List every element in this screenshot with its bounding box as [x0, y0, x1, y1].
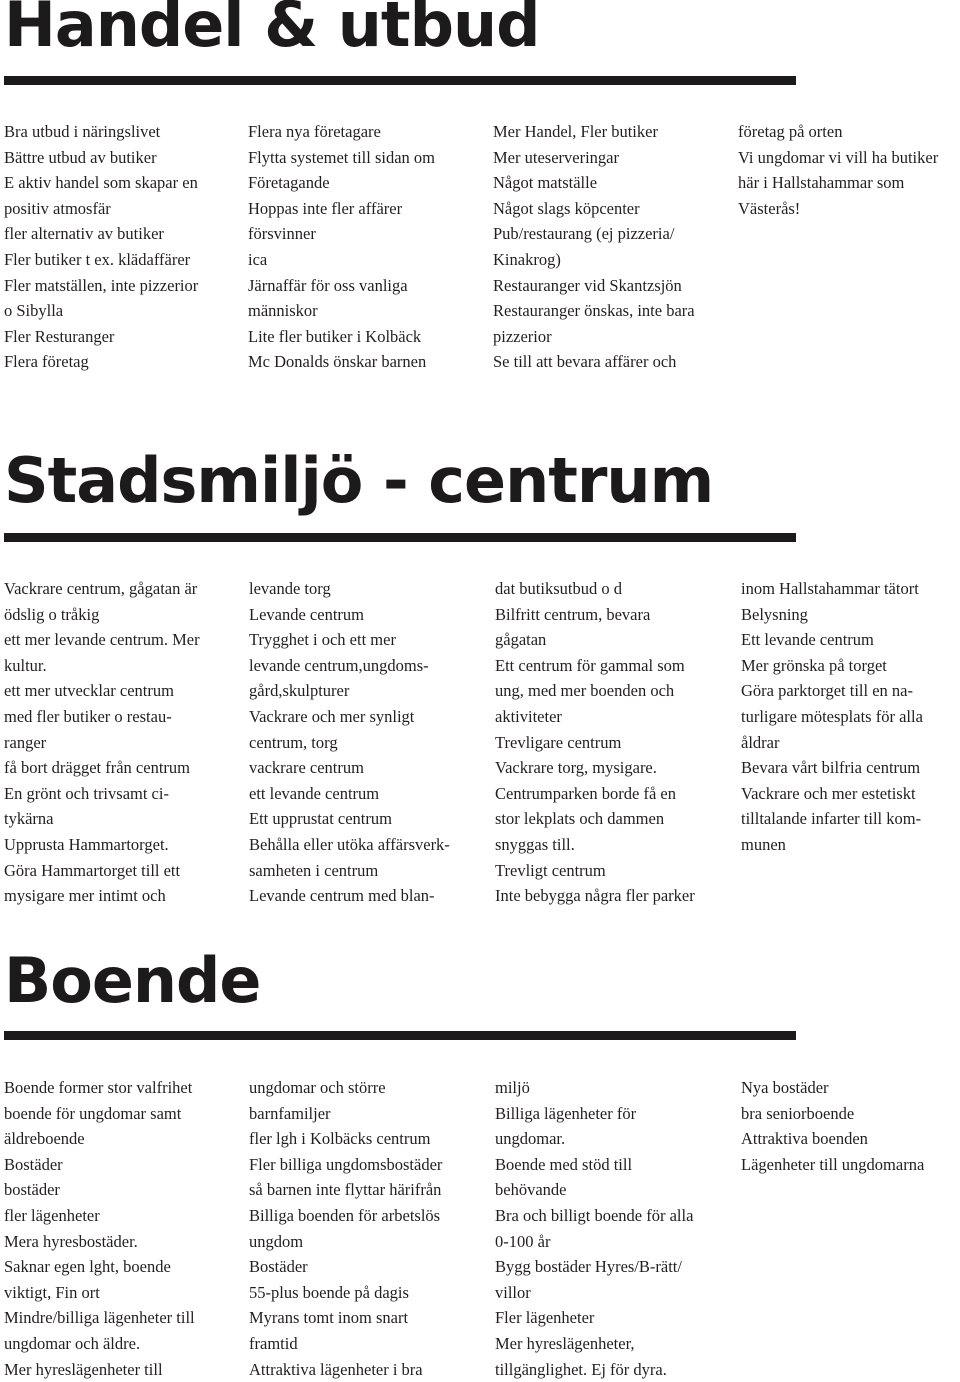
- text-line: Göra Hammartorget till ett: [4, 860, 181, 880]
- text-line: Mer hyreslägenheter till: [4, 1359, 163, 1379]
- text-column: [248, 119, 435, 375]
- text-line: Vi ungdomar vi vill ha butiker: [738, 147, 939, 167]
- text-line: 0-100 år: [495, 1231, 551, 1251]
- text-line: samheten i centrum: [249, 860, 379, 880]
- text-line: levande centrum,ungdoms-: [249, 655, 429, 675]
- text-line: Attraktiva lägenheter i bra: [249, 1359, 423, 1379]
- text-line: behövande: [495, 1180, 567, 1200]
- text-line: ungdomar och äldre.: [4, 1333, 141, 1353]
- section-divider: [4, 1031, 796, 1040]
- text-line: En grönt och trivsamt ci-: [4, 783, 169, 803]
- text-line: Bostäder: [249, 1257, 308, 1277]
- text-column: [495, 1075, 693, 1382]
- text-line: ett mer utvecklar centrum: [4, 681, 174, 701]
- text-line: Bra och billigt boende för alla: [495, 1205, 694, 1225]
- text-line: Vackrare och mer estetiskt: [741, 783, 916, 803]
- text-line: 55-plus boende på dagis: [249, 1282, 409, 1302]
- text-line: Belysning: [741, 604, 808, 624]
- text-line: o Sibylla: [4, 301, 64, 321]
- text-line: Pub/restaurang (ej pizzeria/: [493, 224, 675, 244]
- text-line: Vackrare centrum, gågatan är: [4, 579, 198, 598]
- text-line: Bygg bostäder Hyres/B-rätt/: [495, 1257, 682, 1277]
- text-line: boende för ungdomar samt: [4, 1103, 182, 1123]
- text-line: Boende former stor valfrihet: [4, 1078, 193, 1097]
- text-line: med fler butiker o restau-: [4, 706, 172, 726]
- text-column: [738, 119, 938, 221]
- text-line: tykärna: [4, 809, 54, 829]
- text-line: Billiga lägenheter för: [495, 1103, 637, 1123]
- text-line: ett mer levande centrum. Mer: [4, 630, 200, 650]
- text-line: Inte bebygga några fler parker: [495, 886, 695, 906]
- text-line: snyggas till.: [495, 834, 575, 854]
- text-line: försvinner: [248, 224, 316, 244]
- text-line: viktigt, Fin ort: [4, 1282, 100, 1302]
- text-line: Ett centrum för gammal som: [495, 655, 685, 675]
- text-line: Bra utbud i näringslivet: [4, 122, 161, 141]
- text-column: [495, 576, 695, 909]
- text-line: Trevligare centrum: [495, 732, 622, 752]
- text-line: fler alternativ av butiker: [4, 224, 164, 244]
- text-line: aktiviteter: [495, 706, 562, 726]
- text-line: här i Hallstahammar som: [738, 173, 905, 193]
- text-line: bra seniorboende: [741, 1103, 855, 1123]
- text-line: ungdomar och större: [249, 1078, 386, 1097]
- text-line: äldreboende: [4, 1129, 85, 1149]
- text-line: Mc Donalds önskar barnen: [248, 352, 427, 372]
- text-line: Hoppas inte fler affärer: [248, 198, 403, 218]
- text-line: stor lekplats och dammen: [495, 809, 665, 829]
- text-column: [4, 1075, 195, 1382]
- text-line: Mer hyreslägenheter,: [495, 1333, 635, 1353]
- text-line: Saknar egen lght, boende: [4, 1257, 171, 1277]
- text-line: Nya bostäder: [741, 1078, 829, 1097]
- text-column: [4, 119, 198, 375]
- text-line: gågatan: [495, 630, 547, 650]
- text-line: Ett levande centrum: [741, 630, 874, 650]
- text-line: företag på orten: [738, 122, 843, 141]
- text-line: positiv atmosfär: [4, 198, 111, 218]
- text-line: dat butiksutbud o d: [495, 579, 622, 598]
- text-line: få bort drägget från centrum: [4, 758, 190, 778]
- text-line: miljö: [495, 1078, 530, 1097]
- text-line: Fler matställen, inte pizzerior: [4, 275, 199, 295]
- text-line: mysigare mer intimt och: [4, 886, 166, 906]
- text-line: Fler Resturanger: [4, 326, 115, 346]
- text-line: tillgänglighet. Ej för dyra.: [495, 1359, 667, 1379]
- section-divider: [4, 76, 796, 85]
- text-line: Billiga boenden för arbetslös: [249, 1205, 441, 1225]
- text-line: Fler butiker t ex. klädaffärer: [4, 249, 191, 269]
- text-column: [741, 576, 923, 858]
- text-column: [249, 1075, 442, 1382]
- text-line: Något slags köpcenter: [493, 198, 640, 218]
- text-line: Trevligt centrum: [495, 860, 606, 880]
- text-line: Mindre/billiga lägenheter till: [4, 1308, 195, 1328]
- text-line: ungdomar.: [495, 1129, 566, 1149]
- text-line: Upprusta Hammartorget.: [4, 834, 169, 854]
- section-heading-boende: Boende: [4, 944, 261, 1017]
- text-line: Behålla eller utöka affärsverk-: [249, 834, 450, 854]
- text-line: vackrare centrum: [249, 758, 364, 778]
- text-line: ung, med mer boenden och: [495, 681, 675, 701]
- text-line: framtid: [249, 1333, 298, 1353]
- section-divider: [4, 533, 796, 542]
- text-line: Se till att bevara affärer och: [493, 352, 677, 372]
- text-line: Bättre utbud av butiker: [4, 147, 157, 167]
- text-line: Flytta systemet till sidan om: [248, 147, 435, 167]
- text-line: Fler lägenheter: [495, 1308, 595, 1328]
- text-line: Bevara vårt bilfria centrum: [741, 758, 921, 778]
- text-line: Flera företag: [4, 352, 89, 372]
- text-line: villor: [495, 1282, 531, 1302]
- text-line: centrum, torg: [249, 732, 338, 752]
- text-column: [4, 576, 200, 909]
- text-line: Västerås!: [738, 198, 801, 218]
- text-line: munen: [741, 834, 786, 854]
- text-line: så barnen inte flyttar härifrån: [249, 1180, 442, 1200]
- text-line: kultur.: [4, 655, 47, 675]
- text-line: ödslig o tråkig: [4, 604, 100, 624]
- text-line: Järnaffär för oss vanliga: [248, 275, 408, 295]
- text-line: inom Hallstahammar tätort: [741, 579, 919, 598]
- text-column: [741, 1075, 924, 1177]
- text-line: pizzerior: [493, 326, 552, 346]
- text-line: Restauranger önskas, inte bara: [493, 301, 695, 321]
- text-line: Lägenheter till ungdomarna: [741, 1154, 925, 1174]
- text-line: Mera hyresbostäder.: [4, 1231, 138, 1251]
- text-line: Bostäder: [4, 1154, 63, 1174]
- text-line: Företagande: [248, 173, 330, 193]
- text-line: Något matställe: [493, 173, 598, 193]
- text-line: Lite fler butiker i Kolbäck: [248, 326, 422, 346]
- text-line: ett levande centrum: [249, 783, 380, 803]
- text-line: turligare mötesplats för alla: [741, 706, 923, 726]
- section-heading-stadsmiljo: Stadsmiljö - centrum: [4, 444, 714, 517]
- text-line: Ett upprustat centrum: [249, 809, 392, 829]
- section-heading-handel: Handel & utbud: [4, 0, 540, 61]
- text-line: levande torg: [249, 579, 331, 598]
- text-line: Myrans tomt inom snart: [249, 1308, 409, 1328]
- text-line: barnfamiljer: [249, 1103, 331, 1123]
- text-line: Attraktiva boenden: [741, 1129, 868, 1149]
- text-line: Restauranger vid Skantzsjön: [493, 275, 682, 295]
- text-line: människor: [248, 301, 318, 321]
- text-line: åldrar: [741, 732, 780, 752]
- text-line: Fler billiga ungdomsbostäder: [249, 1154, 443, 1174]
- text-line: E aktiv handel som skapar en: [4, 173, 198, 193]
- text-line: fler lägenheter: [4, 1205, 100, 1225]
- text-line: gård,skulpturer: [249, 681, 350, 701]
- text-line: ranger: [4, 732, 47, 752]
- text-line: Vackrare och mer synligt: [249, 706, 415, 726]
- text-line: Kinakrog): [493, 249, 561, 269]
- text-line: Vackrare torg, mysigare.: [495, 758, 657, 778]
- text-line: Bilfritt centrum, bevara: [495, 604, 651, 624]
- text-line: Levande centrum: [249, 604, 364, 624]
- text-line: tilltalande infarter till kom-: [741, 809, 922, 829]
- text-line: Boende med stöd till: [495, 1154, 633, 1174]
- text-line: Trygghet i och ett mer: [249, 630, 396, 650]
- text-line: Flera nya företagare: [248, 122, 381, 141]
- text-line: Levande centrum med blan-: [249, 886, 435, 906]
- text-column: [493, 119, 695, 375]
- text-line: Göra parktorget till en na-: [741, 681, 913, 701]
- text-line: Mer uteserveringar: [493, 147, 619, 167]
- text-line: Centrumparken borde få en: [495, 783, 676, 803]
- text-column: [249, 576, 450, 909]
- text-line: ungdom: [249, 1231, 304, 1251]
- text-line: bostäder: [4, 1180, 60, 1200]
- text-line: fler lgh i Kolbäcks centrum: [249, 1129, 431, 1149]
- text-line: ica: [248, 249, 268, 269]
- text-line: Mer grönska på torget: [741, 655, 887, 675]
- text-line: Mer Handel, Fler butiker: [493, 122, 658, 141]
